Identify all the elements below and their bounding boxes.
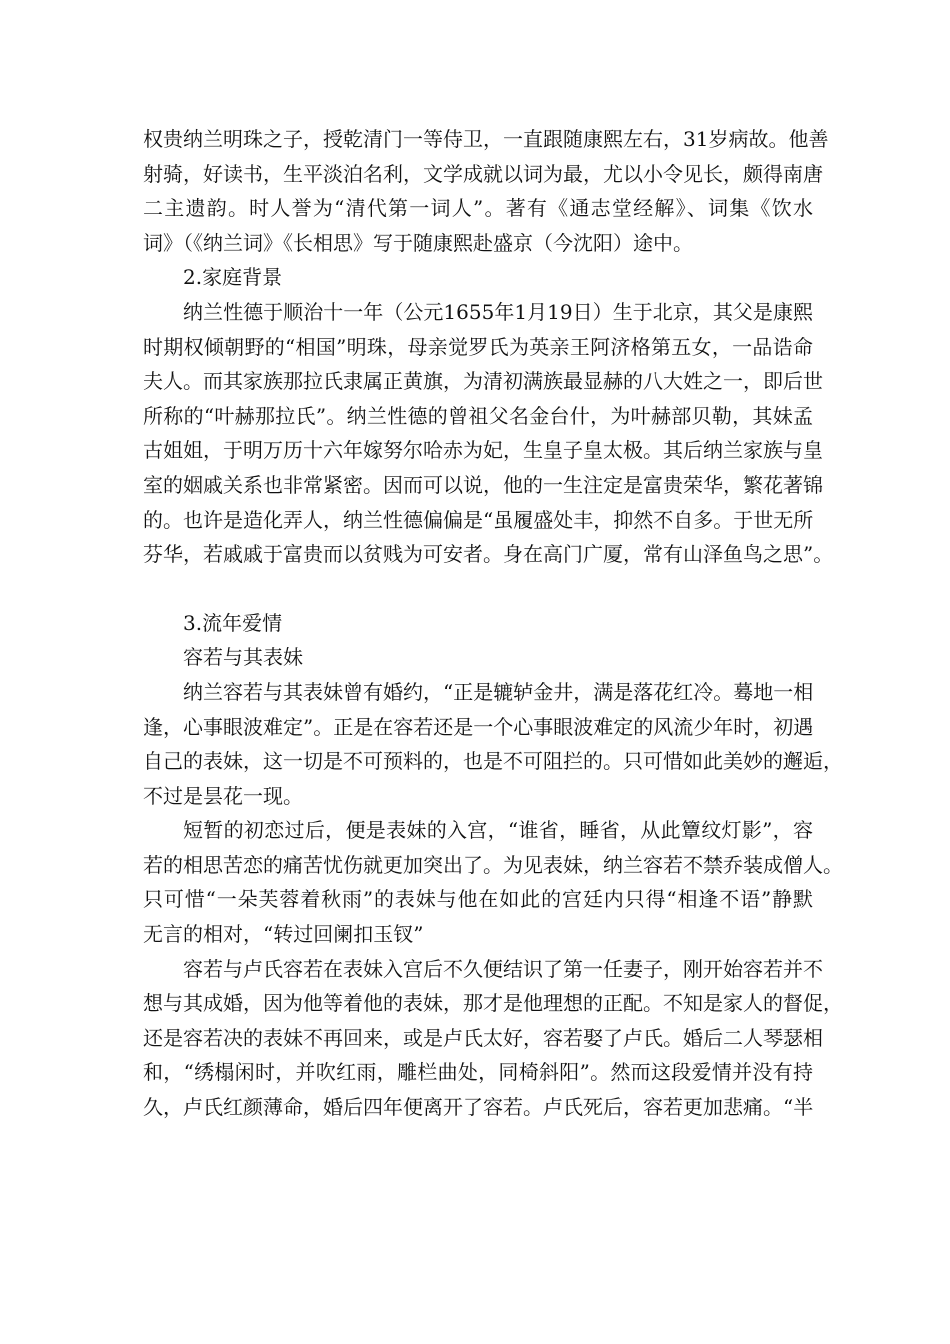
para3-line-3: 自己的表妹，这一切是不可预料的，也是不可阻拦的。只可惜如此美妙的邂逅， (143, 749, 843, 774)
para4-line-1: 短暂的初恋过后，便是表妹的入宫，“谁省，睡省，从此簟纹灯影”，容 (183, 818, 813, 843)
para1-line-2: 射骑，好读书，生平淡泊名利，文学成就以词为最，尤以小令见长，颇得南唐 (143, 161, 823, 186)
subheading-cousin: 容若与其表妹 (183, 645, 303, 670)
para1-line-1: 权贵纳兰明珠之子，授乾清门一等侍卫，一直跟随康熙左右，31岁病故。他善 (143, 127, 829, 151)
para5-line-2: 想与其成婚，因为他等着他的表妹，那才是他理想的正配。不知是家人的督促， (143, 991, 843, 1016)
para2-line-7: 的。也许是造化弄人，纳兰性德偏偏是“虽履盛处丰，抑然不自多。于世无所 (143, 507, 814, 532)
para3-line-1: 纳兰容若与其表妹曾有婚约，“正是辘轳金井，满是落花红冷。蓦地一相 (183, 679, 814, 704)
para2-line-4: 所称的“叶赫那拉氏”。纳兰性德的曾祖父名金台什，为叶赫部贝勒，其妹孟 (143, 403, 813, 428)
para5-line-1: 容若与卢氏容若在表妹入宫后不久便结识了第一任妻子，刚开始容若并不 (183, 956, 823, 981)
para4-line-4: 无言的相对，“转过回阑扣玉钗” (143, 922, 424, 947)
para2-line-8: 芬华，若戚戚于富贵而以贫贱为可安者。身在高门广厦，常有山泽鱼鸟之思”。 (143, 542, 834, 567)
para2-line-3: 夫人。而其家族那拉氏隶属正黄旗，为清初满族最显赫的八大姓之一，即后世 (143, 369, 823, 394)
section-heading-love: 3.流年爱情 (183, 610, 283, 635)
para5-line-3: 还是容若决的表妹不再回来，或是卢氏太好，容若娶了卢氏。婚后二人琴瑟相 (143, 1025, 823, 1050)
para3-line-4: 不过是昙花一现。 (143, 783, 303, 808)
para1-line-4: 词》（《纳兰词》《长相思》写于随康熙赴盛京（今沈阳）途中。 (143, 230, 693, 255)
document-body (143, 122, 843, 1125)
blank-line (143, 572, 813, 606)
para2-line-2: 时期权倾朝野的“相国”明珠，母亲觉罗氏为英亲王阿济格第五女，一品诰命 (143, 334, 813, 359)
section-heading-family-background: 2.家庭背景 (183, 265, 283, 290)
para4-line-2: 若的相思苦恋的痛苦忧伤就更加突出了。为见表妹，纳兰容若不禁乔装成僧人。 (143, 852, 843, 877)
para2-line-5: 古姐姐，于明万历十六年嫁努尔哈赤为妃，生皇子皇太极。其后纳兰家族与皇 (143, 438, 823, 463)
para5-line-5: 久，卢氏红颜薄命，婚后四年便离开了容若。卢氏死后，容若更加悲痛。“半 (143, 1095, 814, 1120)
para1-line-3: 二主遗韵。时人誉为“清代第一词人”。著有《通志堂经解》、词集《饮水 (143, 196, 813, 221)
para5-line-4: 和，“绣榻闲时，并吹红雨，雕栏曲处，同椅斜阳”。然而这段爱情并没有持 (143, 1060, 813, 1085)
para4-line-3: 只可惜“一朵芙蓉着秋雨”的表妹与他在如此的宫廷内只得“相逢不语”静默 (143, 887, 813, 912)
para2-line-6: 室的姻戚关系也非常紧密。因而可以说，他的一生注定是富贵荣华，繁花著锦 (143, 472, 823, 497)
para2-line-1: 纳兰性德于顺治十一年（公元1655年1月19日）生于北京，其父是康熙 (183, 299, 813, 324)
para3-line-2: 逢，心事眼波难定”。正是在容若还是一个心事眼波难定的风流少年时，初遇 (143, 714, 814, 739)
